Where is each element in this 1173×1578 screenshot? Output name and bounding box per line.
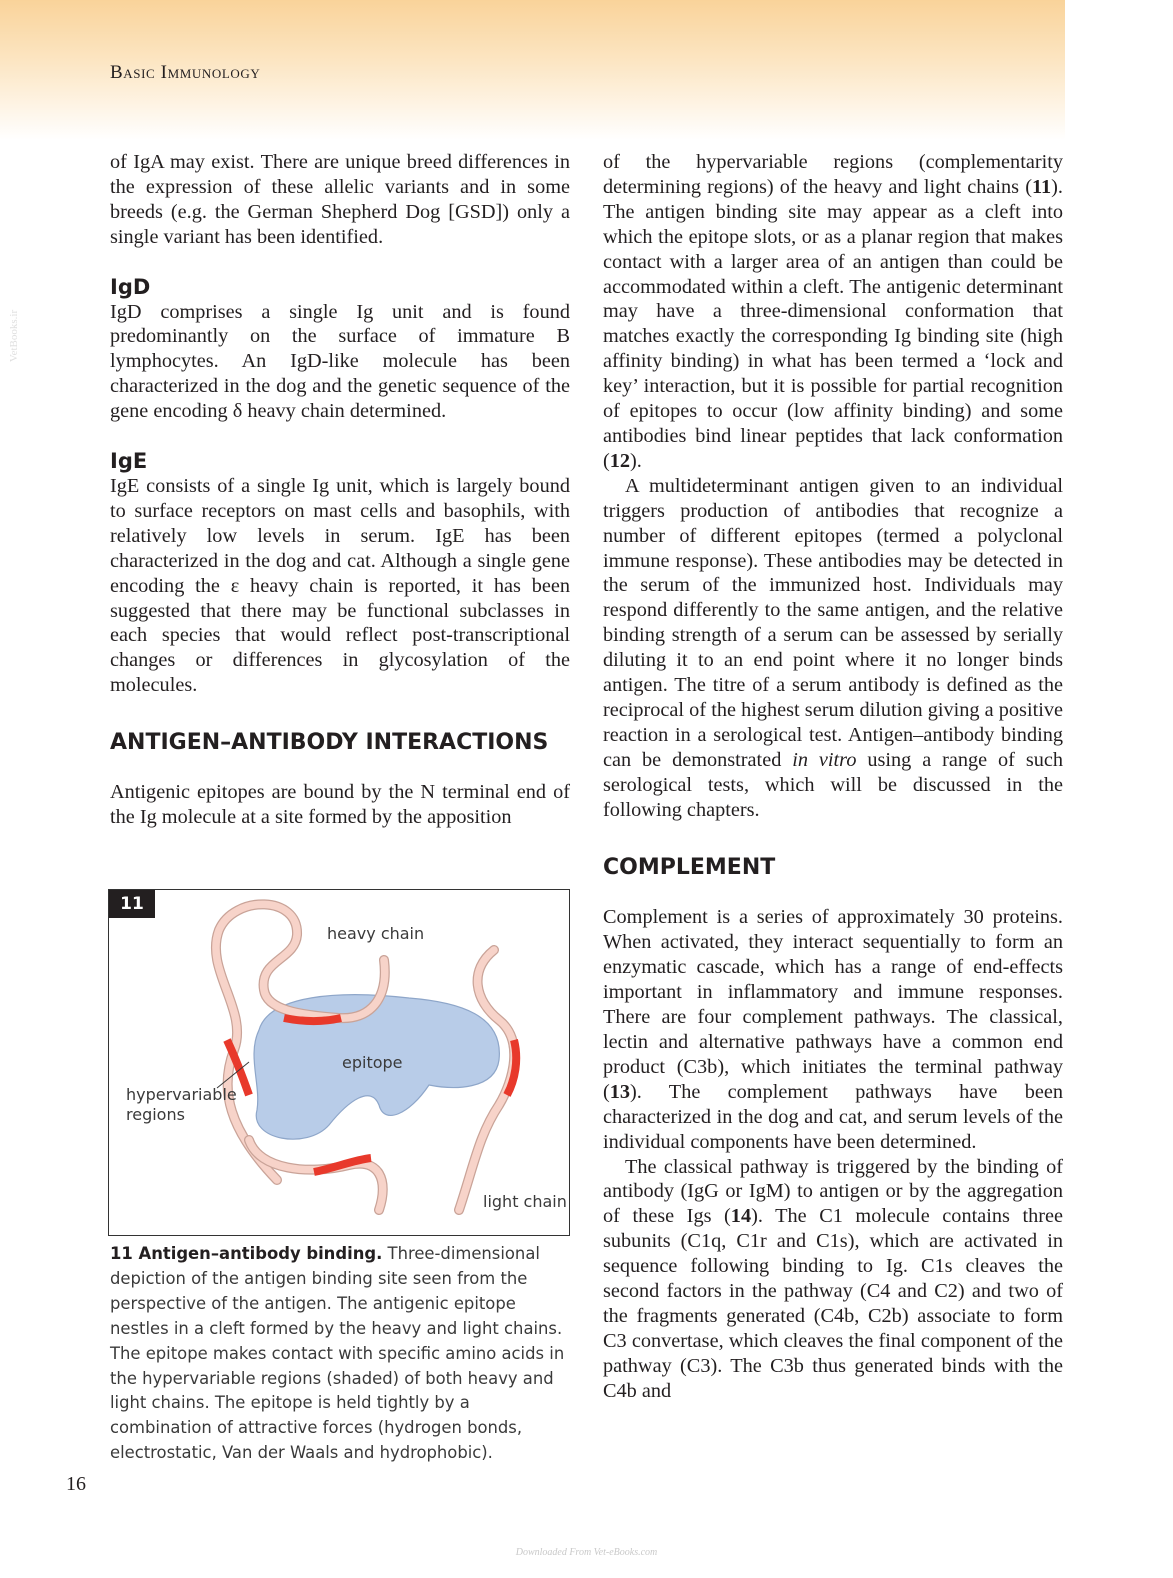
cdr-text-3: ).: [630, 449, 642, 472]
iga-tail-paragraph: of IgA may exist. There are unique breed differences in the expression of these allelic variants and in some breeds (e.g. the German Shepherd Dog [GSD]) only a single variant has been identified.: [110, 151, 570, 248]
caption-text: Three-dimensional depiction of the antigen binding site seen from the perspective of the antigen. The antigenic epitope nestles in a cleft formed by the heavy and light chains. The epitope makes contact with specific amino acids in the hypervariable regions (shaded) of both heavy and light chains. The epitope is held tightly by a combination of attractive forces (hydrogen bonds, electrostatic, Van der Waals and hydrophobic).: [110, 1244, 565, 1463]
side-watermark: VetBooks.ir: [8, 309, 21, 363]
ige-paragraph: IgE consists of a single Ig unit, which is largely bound to surface receptors on mast cells and basophils, with relatively low levels in serum. IgE has been characterized in the dog and cat. Although a single gene encoding the ε heavy chain is reported, it has been suggested that there may be functional subclasses in each species that would reflect post-transcriptional changes or differences in glycosylation of the molecules.: [110, 474, 570, 697]
running-head-basic: Basic: [110, 62, 156, 83]
figure-ref-11: 11: [1032, 175, 1052, 198]
section-heading-complement: COMPLEMENT: [603, 855, 776, 881]
footer-watermark: Downloaded From Vet-eBooks.com: [515, 1547, 658, 1558]
right-column: [603, 150, 1063, 1404]
figure-ref-12: 12: [609, 449, 631, 472]
cdr-text-1: of the hypervariable regions (complementarity determining regions) of the heavy and light chains (: [603, 151, 1063, 198]
left-column: [110, 150, 570, 830]
figure-11: [108, 889, 570, 1236]
hypervariable-region-top: [284, 1018, 341, 1021]
ige-heading: IgE: [110, 449, 148, 474]
running-head: [110, 62, 260, 84]
complement-text-2: ). The complement pathways have been characterized in the dog and cat, and serum levels of the individual components have been determined.: [603, 1080, 1063, 1153]
igd-heading: IgD: [110, 274, 151, 299]
interactions-paragraph: Antigenic epitopes are bound by the N terminal end of the Ig molecule at a site formed by the apposition: [110, 781, 570, 829]
figure-ref-13: 13: [609, 1080, 631, 1103]
igd-paragraph: IgD comprises a single Ig unit and is found predominantly on the surface of immature B lymphocytes. An IgD-like molecule has been characterized in the dog and the genetic sequence of the gene encoding δ heavy chain determined.: [110, 300, 570, 423]
page-number: 16: [66, 1473, 86, 1495]
classical-pathway-paragraph: [603, 1155, 1063, 1404]
running-head-immunology: Immunology: [160, 62, 261, 83]
classical-text-2: ). The C1 molecule contains three subunits (C1q, C1r and C1s), which are activated in sequence following binding to Ig. C1s cleaves the second factors in the pathway (C4 and C2) and two of the fragments generated (C4b, C2b) associate to form C3 convertase, which cleaves the final component of the pathway (C3). The C3b thus generated binds with the C4b and: [603, 1205, 1063, 1402]
figure-number: 11: [109, 890, 155, 918]
figure-caption: [110, 1242, 570, 1466]
caption-title: 11 Antigen–antibody binding.: [110, 1244, 383, 1263]
complement-text-1: Complement is a series of approximately 30 proteins. When activated, they interact sequentially to form an enzymatic cascade, which has a range of end-effects important in inflammatory and immune responses. There are four complement pathways. The classical, lectin and alternative pathways have a common end product (C3b), which initiates the terminal pathway (: [603, 906, 1063, 1103]
cdr-text-2: ). The antigen binding site may appear as a cleft into which the epitope slots, or as a planar region that makes contact with a larger area of an antigen than could be accommodated within a cleft. The antigenic determinant may have a three-dimensional conformation that matches exactly the corresponding Ig binding site (high affinity binding) in what has been termed a ‘lock and key’ interaction, but it is possible for partial recognition of epitopes to occur (low affinity binding) and some antibodies bind linear peptides that lack conformation (: [603, 175, 1063, 472]
label-hypervariable-line1: hypervariable: [126, 1085, 237, 1104]
in-vitro-italic: in vitro: [792, 748, 857, 771]
multideterminant-paragraph: [603, 474, 1063, 823]
cdr-paragraph: [603, 150, 1063, 474]
multideterminant-text-2: using a range of such serological tests, which will be discussed in the following chapters.: [603, 748, 1063, 821]
label-hypervariable-line2: regions: [126, 1105, 185, 1124]
label-epitope: epitope: [342, 1053, 403, 1072]
classical-text-1: The classical pathway is triggered by the binding of antibody (IgG or IgM) to antigen or by the aggregation of these Igs (: [603, 1155, 1063, 1228]
complement-paragraph: [603, 905, 1063, 1154]
figure-ref-14: 14: [730, 1205, 752, 1228]
multideterminant-text-1: A multideterminant antigen given to an individual triggers production of antibodies that recognize a number of different epitopes (termed a polyclonal immune response). These antibodies may be detected in the serum of the immunized host. Individuals may respond differently to the same antigen, and the relative binding strength of a serum can be assessed by serially diluting it to an end point where it no longer binds antigen. The titre of a serum antibody is defined as the reciprocal of the highest serum dilution giving a positive reaction in a serological test. Antigen–antibody binding can be demonstrated: [603, 474, 1063, 771]
label-light-chain: light chain: [483, 1192, 567, 1211]
section-heading-antigen-antibody: ANTIGEN–ANTIBODY INTERACTIONS: [110, 730, 549, 756]
label-heavy-chain: heavy chain: [327, 924, 425, 943]
